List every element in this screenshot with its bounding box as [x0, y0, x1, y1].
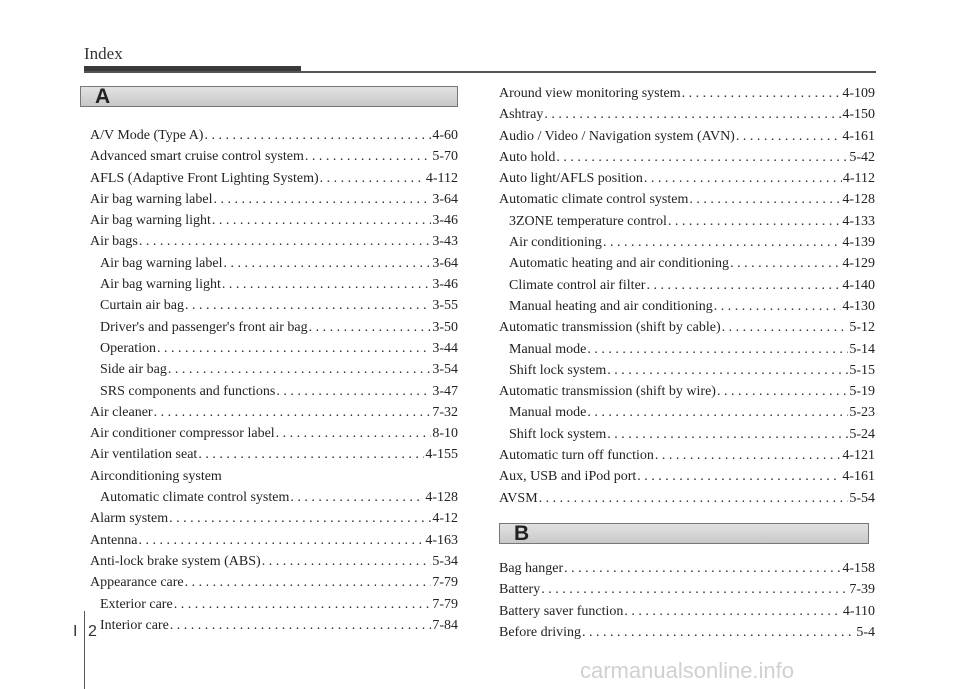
index-entry [499, 168, 875, 189]
leader-dots [644, 168, 842, 189]
index-entry-page: 4-60 [432, 128, 458, 143]
index-entry-page: 4-12 [432, 511, 458, 527]
index-entry-label: Anti-lock brake system (ABS) [90, 553, 261, 569]
index-entry-page: 5-24 [849, 426, 875, 442]
index-entry-label: Automatic transmission (shift by cable) [499, 320, 721, 336]
index-entry-label: Air ventilation seat [90, 447, 198, 463]
index-entry-page: 3-46 [432, 277, 458, 293]
index-entry [90, 402, 458, 423]
index-entry-page: 7-39 [849, 582, 875, 598]
leader-dots [541, 579, 848, 600]
index-column-right [497, 86, 875, 643]
index-entry-page: 4-150 [842, 107, 875, 123]
leader-dots [169, 508, 431, 529]
index-entry-page: 5-34 [432, 553, 458, 569]
leader-dots [736, 126, 841, 147]
index-entry-label: Driver's and passenger's front air bag [100, 319, 308, 335]
leader-dots [544, 104, 841, 125]
index-entry [90, 381, 458, 402]
index-entry [499, 381, 875, 402]
index-entry [90, 615, 458, 636]
leader-dots [168, 359, 431, 380]
index-entry-page: 4-109 [842, 86, 875, 101]
index-entry-label: Aux, USB and iPod port [499, 469, 637, 485]
index-entry-page: 7-79 [432, 596, 458, 612]
index-entry [90, 530, 458, 551]
index-entry-page: 3-46 [432, 213, 458, 229]
index-entry [90, 274, 458, 295]
index-entry [90, 359, 458, 380]
index-entry [499, 424, 875, 445]
index-entry-label: A/V Mode (Type A) [90, 128, 204, 143]
index-entry-page: 4-121 [842, 448, 875, 464]
index-entry [499, 126, 875, 147]
leader-dots [603, 232, 841, 253]
index-entry-label: Air bag warning light [90, 213, 211, 229]
section-letter: A [95, 85, 111, 108]
leader-dots [607, 360, 848, 381]
section-header-a [80, 86, 458, 107]
index-entry [90, 444, 458, 465]
section-letter: B [514, 521, 530, 545]
index-entry-label: Before driving [499, 624, 582, 640]
leader-dots [174, 594, 432, 615]
index-entry [499, 189, 875, 210]
leader-dots [185, 295, 431, 316]
leader-dots [213, 189, 431, 210]
index-entry-page: 3-64 [432, 191, 458, 207]
index-entry [90, 572, 458, 593]
header-rule [84, 71, 876, 73]
index-entry [499, 579, 875, 600]
index-entry-page: 3-50 [432, 319, 458, 335]
index-entry-page: 5-23 [849, 405, 875, 421]
index-entry-page: 4-133 [842, 213, 875, 229]
index-entry [90, 317, 458, 338]
index-entry [499, 211, 875, 232]
leader-dots [717, 381, 848, 402]
index-entry [90, 146, 458, 167]
watermark: carmanualsonline.info [580, 658, 795, 683]
index-entry-page: 5-12 [849, 320, 875, 336]
index-entry-page: 4-155 [425, 447, 458, 463]
leader-dots [198, 444, 424, 465]
index-entry-page: 5-19 [849, 384, 875, 400]
index-entry-page: 4-161 [842, 469, 875, 485]
index-entry [499, 275, 875, 296]
index-entry-page: 5-70 [432, 149, 458, 165]
index-entry [499, 232, 875, 253]
index-entry [90, 338, 458, 359]
leader-dots [714, 296, 842, 317]
leader-dots [668, 211, 842, 232]
leader-dots [655, 445, 841, 466]
leader-dots [624, 601, 841, 622]
index-entry-label: Air conditioner compressor label [90, 426, 275, 442]
index-entry [90, 466, 458, 487]
index-entry-label: Antenna [90, 532, 138, 548]
index-entry [90, 231, 458, 252]
index-entry-page: 8-10 [432, 426, 458, 442]
index-entry-label: Exterior care [100, 596, 173, 612]
index-entry-label: SRS components and functions [100, 383, 276, 399]
index-entry [499, 622, 875, 643]
leader-dots [309, 317, 432, 338]
leader-dots [223, 253, 431, 274]
index-entry-label: Automatic heating and air conditioning [509, 256, 730, 272]
index-entry [499, 445, 875, 466]
leader-dots [689, 189, 841, 210]
section-header-b [499, 523, 869, 544]
index-entry-label: Curtain air bag [100, 298, 184, 314]
index-entry-label: Battery [499, 582, 541, 598]
index-entry-label: Manual heating and air conditioning [509, 298, 713, 314]
index-entry-label: Climate control air filter [509, 277, 646, 293]
index-entry-list [80, 125, 458, 636]
index-entry-page: 5-54 [849, 490, 875, 506]
leader-dots [276, 423, 432, 444]
leader-dots [204, 125, 431, 146]
leader-dots [682, 83, 842, 104]
leader-dots [212, 210, 431, 231]
leader-dots [320, 168, 425, 189]
leader-dots [154, 402, 432, 423]
index-entry [90, 487, 458, 508]
index-entry-label: Air cleaner [90, 404, 153, 420]
index-entry-page: 3-47 [432, 383, 458, 399]
index-entry-label: Automatic turn off function [499, 448, 654, 464]
index-entry-label: Operation [100, 340, 156, 356]
index-column-left [80, 86, 458, 636]
index-entry [499, 253, 875, 274]
index-entry [499, 83, 875, 104]
index-entry [90, 253, 458, 274]
index-entry-page: 4-130 [842, 298, 875, 314]
page-header-title: Index [84, 44, 123, 63]
leader-dots [539, 488, 849, 509]
leader-dots [587, 339, 848, 360]
index-entry-list [497, 83, 875, 509]
index-entry-page: 4-158 [842, 560, 875, 576]
index-entry-page: 7-84 [432, 617, 458, 633]
leader-dots [587, 402, 848, 423]
index-entry [499, 317, 875, 338]
leader-dots [305, 146, 432, 167]
leader-dots [262, 551, 432, 572]
index-entry-page: 4-128 [425, 490, 458, 506]
leader-dots [138, 530, 424, 551]
leader-dots [556, 147, 848, 168]
index-entry-list [497, 558, 875, 643]
leader-dots [139, 231, 432, 252]
index-entry [90, 295, 458, 316]
leader-dots [730, 253, 841, 274]
index-entry-label: Automatic transmission (shift by wire) [499, 384, 716, 400]
index-entry [499, 402, 875, 423]
index-entry [499, 601, 875, 622]
index-entry-label: Advanced smart cruise control system [90, 149, 304, 165]
index-entry-page: 3-43 [432, 234, 458, 250]
index-entry-page: 4-128 [842, 192, 875, 208]
leader-dots [222, 274, 431, 295]
index-entry [499, 466, 875, 487]
index-entry-page: 4-112 [425, 170, 458, 186]
leader-dots [564, 558, 841, 579]
index-entry-label: Bag hanger [499, 560, 564, 576]
section-letter-footer: I [73, 623, 78, 640]
index-entry-label: Around view monitoring system [499, 86, 681, 101]
index-entry-label: Manual mode [509, 341, 587, 357]
index-entry [90, 125, 458, 146]
index-entry [90, 189, 458, 210]
index-entry-label: Shift lock system [509, 426, 607, 442]
index-entry [90, 508, 458, 529]
index-entry-page: 3-44 [432, 340, 458, 356]
index-entry-page: 5-14 [849, 341, 875, 357]
index-entry-label: 3ZONE temperature control [509, 213, 667, 229]
index-entry-label: Appearance care [90, 575, 184, 591]
index-entry-label: Automatic climate control system [100, 490, 290, 506]
index-entry-label: Manual mode [509, 405, 587, 421]
index-entry-label: Air bags [90, 234, 138, 250]
index-entry-label: Air bag warning light [100, 277, 221, 293]
index-entry-page: 4-112 [842, 171, 875, 187]
index-entry [499, 360, 875, 381]
leader-dots [290, 487, 424, 508]
index-entry [499, 296, 875, 317]
index-entry-page: 7-32 [432, 404, 458, 420]
index-entry-page: 4-163 [425, 532, 458, 548]
index-entry-page: 4-139 [842, 235, 875, 251]
index-entry [499, 488, 875, 509]
index-entry-page: 5-15 [849, 362, 875, 378]
index-entry-page: 4-140 [842, 277, 875, 293]
page-number: 2 [88, 623, 97, 640]
index-entry [90, 551, 458, 572]
leader-dots [185, 572, 432, 593]
leader-dots [276, 381, 431, 402]
index-entry-label: Battery saver function [499, 603, 624, 619]
leader-dots [157, 338, 431, 359]
index-entry-page: 4-161 [842, 128, 875, 144]
index-entry-label: Shift lock system [509, 362, 607, 378]
index-entry-label: AFLS (Adaptive Front Lighting System) [90, 170, 319, 186]
index-entry-page: 4-129 [842, 256, 875, 272]
index-entry-label: Automatic climate control system [499, 192, 689, 208]
leader-dots [607, 424, 848, 445]
index-entry-label: Air bag warning label [100, 255, 223, 271]
leader-dots [637, 466, 841, 487]
footer-divider [84, 611, 85, 689]
index-entry-label: Ashtray [499, 107, 544, 123]
index-entry-page: 3-64 [432, 255, 458, 271]
leader-dots [170, 615, 432, 636]
index-entry-page: 3-54 [432, 362, 458, 378]
index-entry [90, 423, 458, 444]
index-entry [90, 168, 458, 189]
leader-dots [646, 275, 841, 296]
index-entry-label: Audio / Video / Navigation system (AVN) [499, 128, 735, 144]
index-entry-label: Interior care [100, 617, 169, 633]
leader-dots [582, 622, 855, 643]
index-entry-page: 4-110 [842, 603, 875, 619]
index-entry [499, 104, 875, 125]
index-entry-label: Air conditioning [509, 235, 602, 251]
index-entry-label: Auto light/AFLS position [499, 171, 643, 187]
index-entry-label: Side air bag [100, 362, 167, 378]
index-entry-page: 3-55 [432, 298, 458, 314]
index-entry-page: 5-4 [856, 624, 875, 640]
index-entry [90, 210, 458, 231]
index-entry-label: AVSM [499, 490, 538, 506]
leader-dots [722, 317, 849, 338]
index-entry-page: 5-42 [849, 149, 875, 165]
index-entry [90, 594, 458, 615]
index-entry [499, 339, 875, 360]
index-entry [499, 558, 875, 579]
index-entry-label: Auto hold [499, 149, 556, 165]
index-entry-label: Air bag warning label [90, 191, 213, 207]
index-entry-label: Airconditioning system [90, 468, 222, 484]
index-entry-label: Alarm system [90, 511, 169, 527]
index-entry [499, 147, 875, 168]
index-entry-page: 7-79 [432, 575, 458, 591]
